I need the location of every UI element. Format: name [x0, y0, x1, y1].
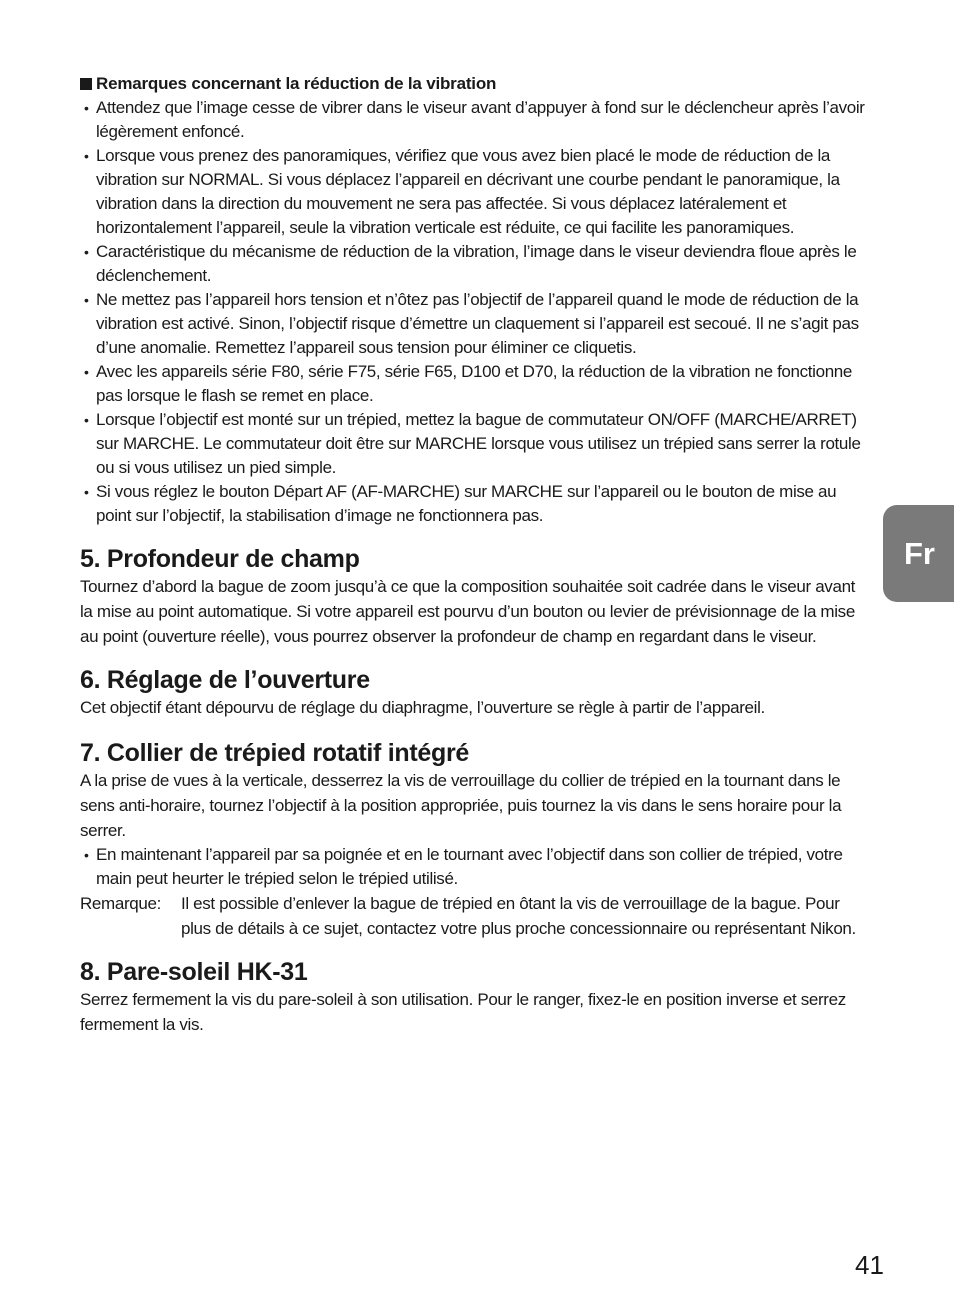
remark-text: Il est possible d’enlever la bague de trépied en ôtant la vis de verrouillage de la bague. Pour plus de détails à ce sujet, contactez votre plus proche concessionnaire ou représentant Nikon.: [181, 894, 856, 938]
square-bullet-icon: [80, 78, 92, 90]
notes-heading: [80, 72, 870, 96]
section-lens-hood: [80, 957, 870, 1037]
language-tab: [883, 505, 954, 602]
list-item: • Ne mettez pas l’appareil hors tension et n’ôtez pas l’objectif de l’appareil quand le mode de réduction de la vibration est activé. Sinon, l’objectif risque d’émettre un claquement si l’appareil est secoué. Il ne s’agit pas d’une anomalie. Remettez l’appareil sous tension pour éliminer ce cliquetis.: [84, 290, 859, 357]
tripod-notes-list: [80, 843, 870, 891]
list-item: • Avec les appareils série F80, série F75, série F65, D100 et D70, la réduction de la vibration ne fonctionne pas lorsque le flash se remet en place.: [84, 362, 853, 405]
section-depth-of-field: [80, 544, 870, 649]
notes-heading-text: Remarques concernant la réduction de la vibration: [96, 74, 497, 93]
bullet-icon: •: [84, 847, 89, 863]
list-item: • Lorsque vous prenez des panoramiques, vérifiez que vous avez bien placé le mode de réduction de la vibration sur NORMAL. Si vous déplacez l’appareil en décrivant une courbe pendant le panoramique, la vibration dans la direction du mouvement ne sera pas affectée. Si vous déplacez latéralement et horizontalement l’appareil, seule la vibration verticale est réduite, ce qui facilite les panoramiques.: [84, 146, 840, 237]
remark-label: Remarque:: [80, 894, 161, 913]
bullet-icon: •: [84, 412, 89, 428]
notes-list: [80, 96, 870, 528]
page-number: 41: [855, 1250, 884, 1280]
section-body: Serrez fermement la vis du pare-soleil à son utilisation. Pour le ranger, fixez-le en position inverse et serrez fermement la vis.: [80, 990, 846, 1034]
section-body: A la prise de vues à la verticale, desserrez la vis de verrouillage du collier de trépied en la tournant dans le sens anti-horaire, tournez l’objectif à la position appropriée, puis tournez la vis dans le sens horaire pour la serrer.: [80, 771, 842, 840]
section-title: 6. Réglage de l’ouverture: [80, 666, 370, 694]
list-item: • En maintenant l’appareil par sa poignée et en le tournant avec l’objectif dans son collier de trépied, votre main peut heurter le trépied selon le trépied utilisé.: [84, 845, 843, 888]
bullet-icon: •: [84, 148, 89, 164]
list-item: • Caractéristique du mécanisme de réduction de la vibration, l’image dans le viseur deviendra floue après le déclenchement.: [84, 242, 857, 285]
language-tab-label: Fr: [904, 535, 935, 571]
list-item: • Lorsque l’objectif est monté sur un trépied, mettez la bague de commutateur ON/OFF (MARCHE/ARRET) sur MARCHE. Le commutateur doit être sur MARCHE lorsque vous utilisez un trépied sans serrer la rotule ou si vous utilisez un pied simple.: [84, 410, 861, 477]
bullet-icon: •: [84, 292, 89, 308]
remark: [80, 891, 870, 941]
section-title: 5. Profondeur de champ: [80, 545, 360, 573]
section-tripod-collar: [80, 738, 870, 941]
section-aperture: [80, 665, 870, 720]
page-content: [80, 72, 870, 1037]
bullet-icon: •: [84, 244, 89, 260]
bullet-icon: •: [84, 364, 89, 380]
section-body: Tournez d’abord la bague de zoom jusqu’à ce que la composition souhaitée soit cadrée dans le viseur avant la mise au point automatique. Si votre appareil est pourvu d’un bouton ou levier de prévisionnage de la mise au point (ouverture réelle), vous pourrez observer la profondeur de champ en regardant dans le viseur.: [80, 577, 856, 646]
list-item: • Attendez que l’image cesse de vibrer dans le viseur avant d’appuyer à fond sur le déclencheur après l’avoir légèrement enfoncé.: [84, 98, 865, 141]
list-item: • Si vous réglez le bouton Départ AF (AF-MARCHE) sur MARCHE sur l’appareil ou le bouton de mise au point sur l’objectif, la stabilisation d’image ne fonctionnera pas.: [84, 482, 837, 525]
section-title: 7. Collier de trépied rotatif intégré: [80, 739, 469, 767]
section-body: Cet objectif étant dépourvu de réglage du diaphragme, l’ouverture se règle à partir de l’appareil.: [80, 698, 765, 717]
section-title: 8. Pare-soleil HK-31: [80, 958, 308, 986]
bullet-icon: •: [84, 484, 89, 500]
bullet-icon: •: [84, 100, 89, 116]
